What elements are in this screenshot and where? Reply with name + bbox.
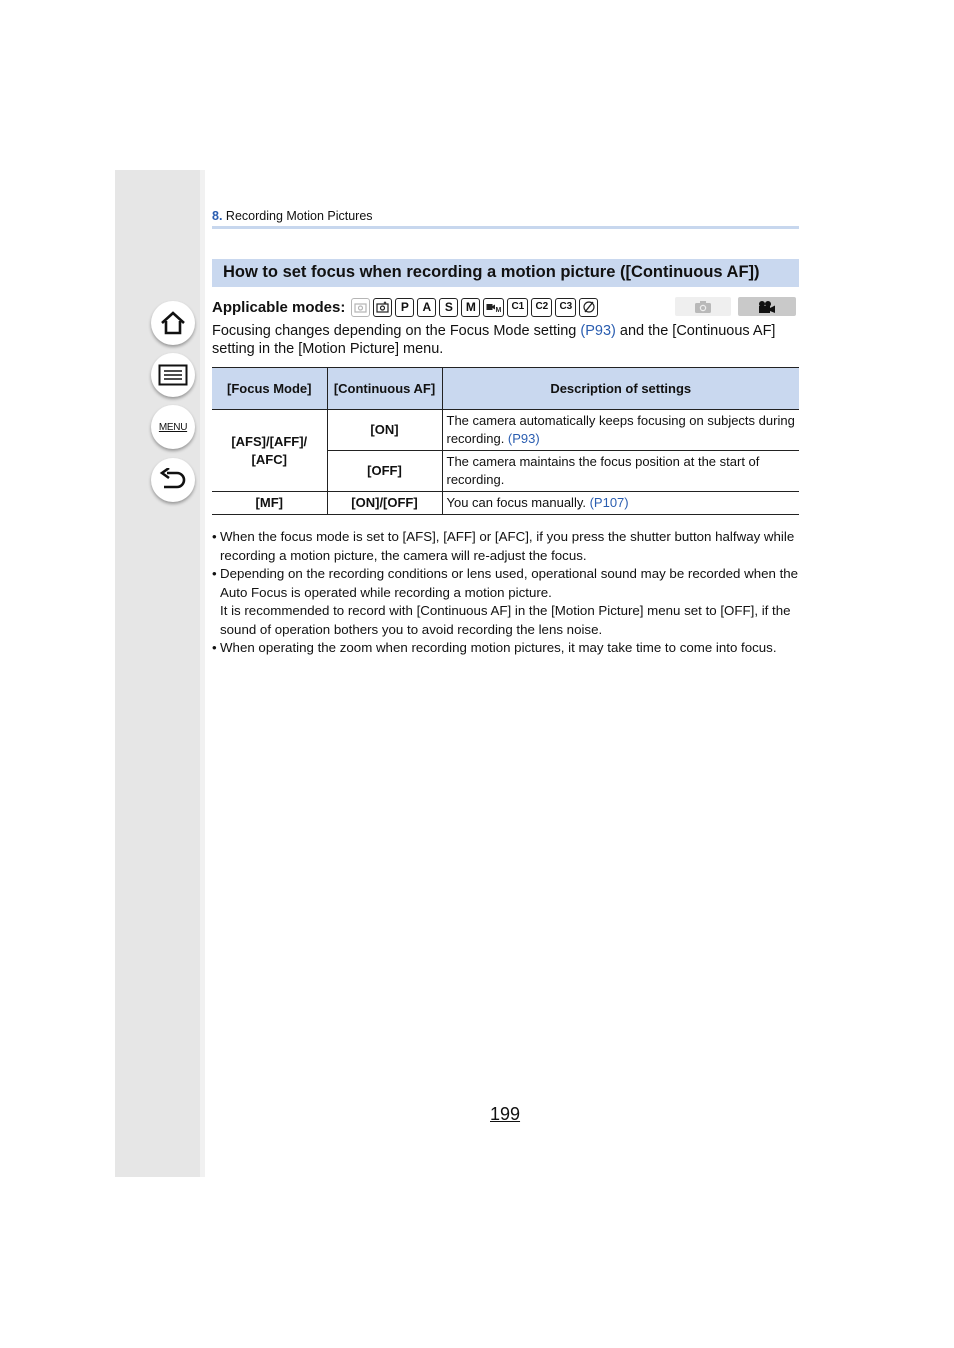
list-icon: [158, 364, 188, 386]
home-button[interactable]: [151, 301, 195, 345]
description-mf: [442, 492, 799, 515]
mode-mf: [MF]: [212, 492, 327, 515]
applicable-modes: [212, 296, 601, 318]
table-header-row: [212, 368, 799, 410]
list-item: [212, 565, 804, 602]
bullet: •: [212, 640, 217, 655]
note-text: It is recommended to record with [Continuous AF] in the [Motion Picture] menu set to [OFF], if the sound of operation bothers you to avoid recording the lens noise.: [220, 603, 791, 637]
contents-button[interactable]: [151, 353, 195, 397]
link-p107[interactable]: (P107): [589, 495, 629, 510]
menu-label: MENU: [158, 421, 188, 433]
section-title: How to set focus when recording a motion picture ([Continuous AF]): [212, 259, 799, 287]
program-mode-icon: P: [395, 298, 414, 317]
header-focus-mode: [Focus Mode]: [212, 368, 327, 410]
setting-on-off: [ON]/[OFF]: [327, 492, 442, 515]
breadcrumb: [212, 209, 373, 223]
sidebar-edge: [200, 170, 205, 1177]
camera-icon: [694, 300, 712, 314]
intro-text-after: and the [Continuous AF] setting in the [Motion Picture] menu.: [212, 323, 776, 357]
note-text: When the focus mode is set to [AFS], [AFF] or [AFC], if you press the shutter button halfway while recording a motion picture, the camera will re-adjust the focus.: [220, 529, 795, 563]
manual-mode-icon: M: [461, 298, 480, 317]
custom-3-mode-icon: C3: [555, 298, 576, 317]
return-arrow-icon: [159, 468, 187, 492]
setting-on: [ON]: [327, 410, 442, 451]
notes-list: [212, 528, 804, 658]
list-item: [212, 528, 804, 565]
list-item-continuation: [212, 602, 804, 639]
video-camera-icon: [757, 300, 777, 314]
home-icon: [159, 310, 187, 336]
aperture-mode-icon: A: [417, 298, 436, 317]
bullet: •: [212, 529, 217, 544]
header-divider: [212, 226, 799, 229]
header-continuous-af: [Continuous AF]: [327, 368, 442, 410]
description-off: The camera maintains the focus position at the start of recording.: [442, 451, 799, 492]
creative-control-mode-icon: [579, 298, 598, 317]
link-p93[interactable]: (P93): [507, 431, 540, 446]
header-description: Description of settings: [442, 368, 799, 410]
svg-text:M: M: [495, 307, 502, 313]
shutter-mode-icon: S: [439, 298, 458, 317]
intro-link-p93[interactable]: (P93): [580, 323, 616, 339]
description-mf-text: You can focus manually.: [446, 495, 590, 510]
note-text: When operating the zoom when recording motion pictures, it may take time to come into focus.: [220, 640, 777, 655]
focus-settings-table: [212, 367, 799, 515]
list-item: [212, 639, 804, 658]
intro-text-before: Focusing changes depending on the Focus Mode setting: [212, 323, 581, 339]
setting-off: [OFF]: [327, 451, 442, 492]
note-text: Depending on the recording conditions or lens used, operational sound may be recorded when the Auto Focus is operated while recording a motion picture.: [220, 566, 799, 600]
menu-button[interactable]: [151, 405, 195, 449]
bullet: •: [212, 566, 217, 581]
mode-afs-aff-afc: [AFS]/[AFF]/ [AFC]: [212, 410, 327, 492]
page-number: 199: [490, 1104, 521, 1124]
intelligent-auto-plus-mode-icon: [373, 298, 392, 317]
chapter-number: 8.: [212, 209, 223, 223]
photo-mode-tab: [675, 297, 731, 316]
custom-2-mode-icon: C2: [531, 298, 552, 317]
creative-video-mode-icon: [483, 298, 504, 317]
description-on: [442, 410, 799, 451]
modes-label: Applicable modes:: [212, 298, 346, 316]
description-on-text: The camera automatically keeps focusing on subjects during recording.: [446, 413, 795, 446]
table-row: [212, 410, 799, 451]
table-row: [212, 492, 799, 515]
movie-mode-tab: [738, 297, 796, 316]
back-button[interactable]: [151, 458, 195, 502]
chapter-title: Recording Motion Pictures: [225, 209, 373, 223]
intelligent-auto-mode-icon: [351, 298, 370, 317]
custom-1-mode-icon: C1: [507, 298, 528, 317]
intro-paragraph: [212, 322, 802, 358]
